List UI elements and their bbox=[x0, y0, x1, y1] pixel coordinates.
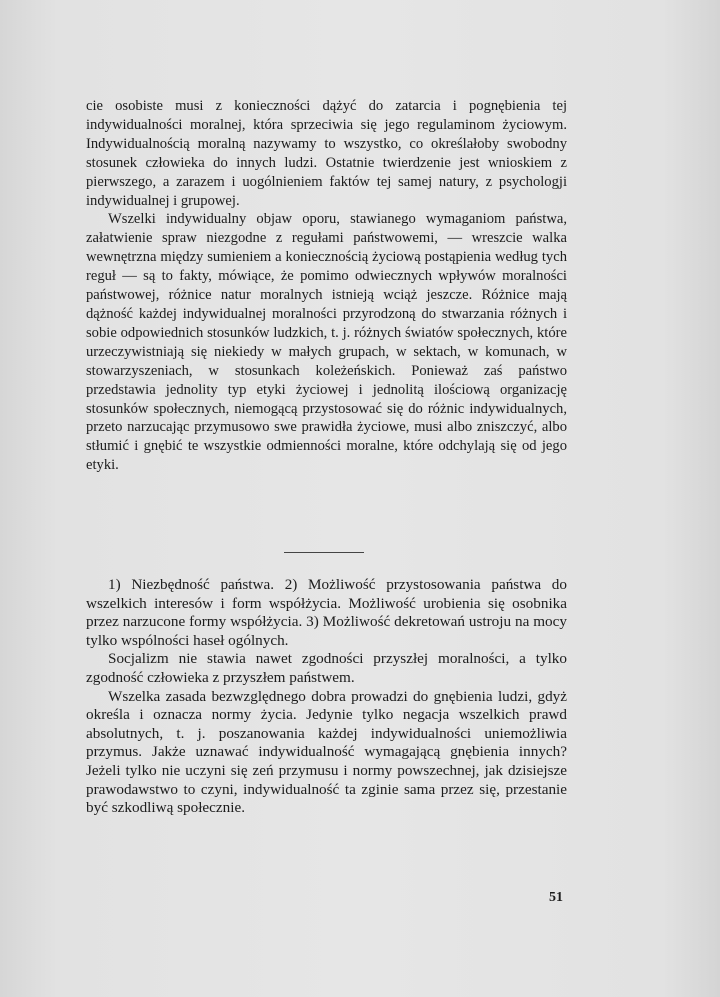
paragraph-continuation: cie osobiste musi z konieczności dążyć do zatarcia i pognębienia tej indywidualności moralnej, która sprzeciwia się jego regulaminom życiowym. Indywidualnością moralną nazywamy to wszystko, co określałoby swobodny stosunek człowieka do innych ludzi. Ostatnie twierdzenie jest wnioskiem z pierwszego, a zarazem i uogólnieniem faktów tej samej natury, z psychologji indywidualnej i grupowej. bbox=[86, 98, 567, 209]
section-separator bbox=[284, 552, 364, 553]
page-number: 51 bbox=[549, 890, 563, 905]
paragraph-socialism: Socjalizm nie stawia nawet zgodności przyszłej moralności, a tylko zgodność człowieka z przyszłem państwem. bbox=[86, 650, 567, 686]
main-text-block bbox=[86, 97, 567, 475]
notes-text-block bbox=[86, 576, 567, 818]
paragraph-points: 1) Niezbędność państwa. 2) Możliwość przystosowania państwa do wszelkich interesów i form współżycia. Możliwość urobienia się osobnika przez narzucone formy współżycia. 3) Możliwość dekretowań ustroju na mocy tylko wspólności haseł ogólnych. bbox=[86, 576, 567, 649]
paragraph-resistance: Wszelki indywidualny objaw oporu, stawianego wymaganiom państwa, załatwienie spraw niezgodne z regułami państwowemi, — wreszcie walka wewnętrzna między sumieniem a koniecznością życiową postąpienia według tych reguł — są to fakty, mówiące, że pomimo odwiecznych wpływów moralności państwowej, różnice natur moralnych istnieją wciąż jeszcze. Różnice mają dążność każdej indywidualnej moralności przyrodzoną do stwarzania różnych i sobie odpowiednich stosunków ludzkich, t. j. różnych światów społecznych, które urzeczywistniają się niekiedy w małych grupach, w sektach, w komunach, w stowarzyszeniach, w stosunkach koleżeńskich. Ponieważ zaś państwo przedstawia jednolity typ etyki życiowej i jednolitą ilościową organizację stosunków społecznych, niemogącą przystosować się do różnic indywidualnych, przeto narzucając przymusowo swe prawidła życiowe, musi albo zniszczyć, albo stłumić i gnębić te wszystkie odmienności moralne, które odchylają się od jego etyki. bbox=[86, 211, 567, 474]
paragraph-absolute-good: Wszelka zasada bezwzględnego dobra prowadzi do gnębienia ludzi, gdyż określa i oznacza normy życia. Jedynie tylko negacja wszelkich prawd absolutnych, t. j. poszanowania każdej indywidualności uniemożliwia przymus. Jakże uznawać indywidualność wymagającą gnębienia innych? Jeżeli tylko nie uczyni się zeń przymusu i normy powszechnej, jak dzisiejsze prawodawstwo to czyni, indywidualność ta zginie sama przez się, przestanie być szkodliwą społecznie. bbox=[86, 687, 567, 817]
